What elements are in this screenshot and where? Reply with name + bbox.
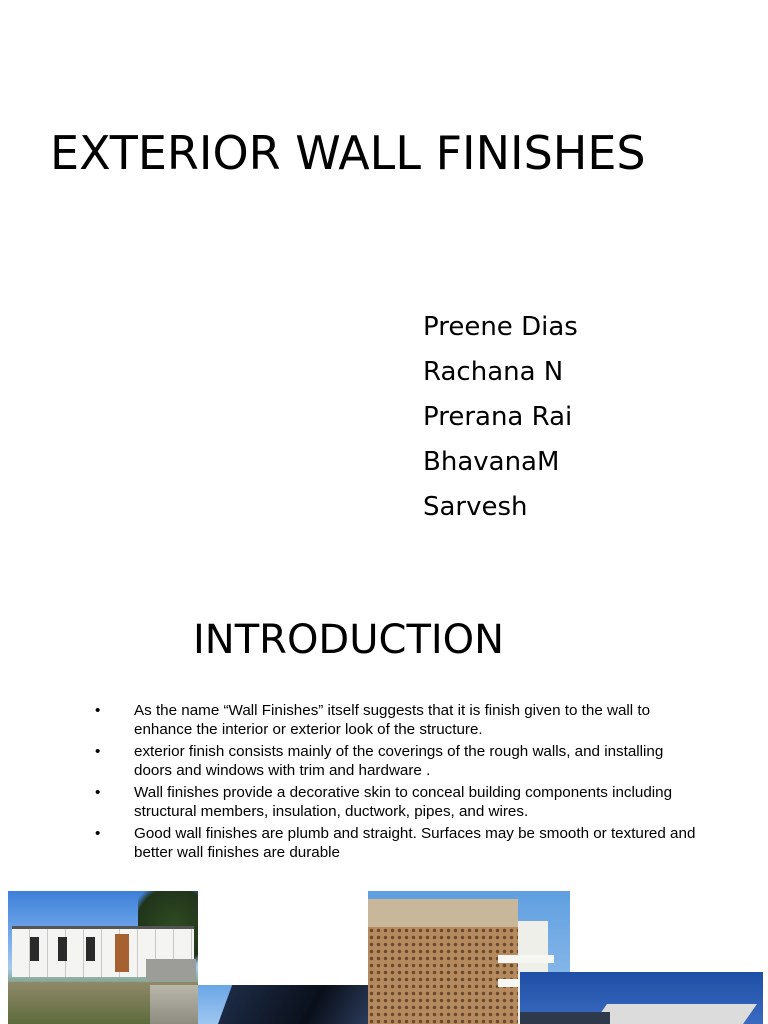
photo-stone-wall xyxy=(150,985,198,1024)
photo-dark-building xyxy=(198,985,368,1024)
photo-dark-facade xyxy=(218,985,368,1024)
author-name: BhavanaM xyxy=(423,447,560,477)
bullet-marker: • xyxy=(95,702,101,719)
bullet-text: Wall finishes provide a decorative skin to conceal building components including structural members, insulation, ductwork, pipes, and wires. xyxy=(134,784,673,820)
bullet-marker: • xyxy=(95,825,101,842)
bullet-text: exterior finish consists mainly of the coverings of the rough walls, and installing doors and windows with trim and hardware . xyxy=(134,743,664,779)
photo-window xyxy=(86,937,95,961)
bullet-text: Good wall finishes are plumb and straight. Surfaces may be smooth or textured and better wall finishes are durable xyxy=(134,825,696,861)
bullet-item xyxy=(95,743,705,780)
author-name: Prerana Rai xyxy=(423,402,573,432)
bullet-list xyxy=(95,702,705,866)
author-name: Rachana N xyxy=(423,357,564,387)
bullet-item xyxy=(95,825,705,862)
author-name: Preene Dias xyxy=(423,312,578,342)
bullet-marker: • xyxy=(95,784,101,801)
photo-door xyxy=(115,934,129,972)
photo-roof-terrace xyxy=(368,899,518,927)
section-heading: INTRODUCTION xyxy=(193,617,505,663)
photo-deck xyxy=(146,959,196,981)
slide-title: EXTERIOR WALL FINISHES xyxy=(50,126,646,180)
photo-balcony xyxy=(498,955,554,963)
author-name: Sarvesh xyxy=(423,492,528,522)
photo-window xyxy=(30,937,39,961)
photo-window xyxy=(58,937,67,961)
bullet-text: As the name “Wall Finishes” itself suggests that it is finish given to the wall to enhance the interior or exterior look of the structure. xyxy=(134,702,651,738)
bullet-item xyxy=(95,784,705,821)
photo-grey-building xyxy=(520,972,763,1024)
author-list xyxy=(423,310,578,535)
photo-roof xyxy=(593,1004,757,1024)
bullet-item xyxy=(95,702,705,739)
photo-wall xyxy=(520,1012,610,1024)
bullet-marker: • xyxy=(95,743,101,760)
